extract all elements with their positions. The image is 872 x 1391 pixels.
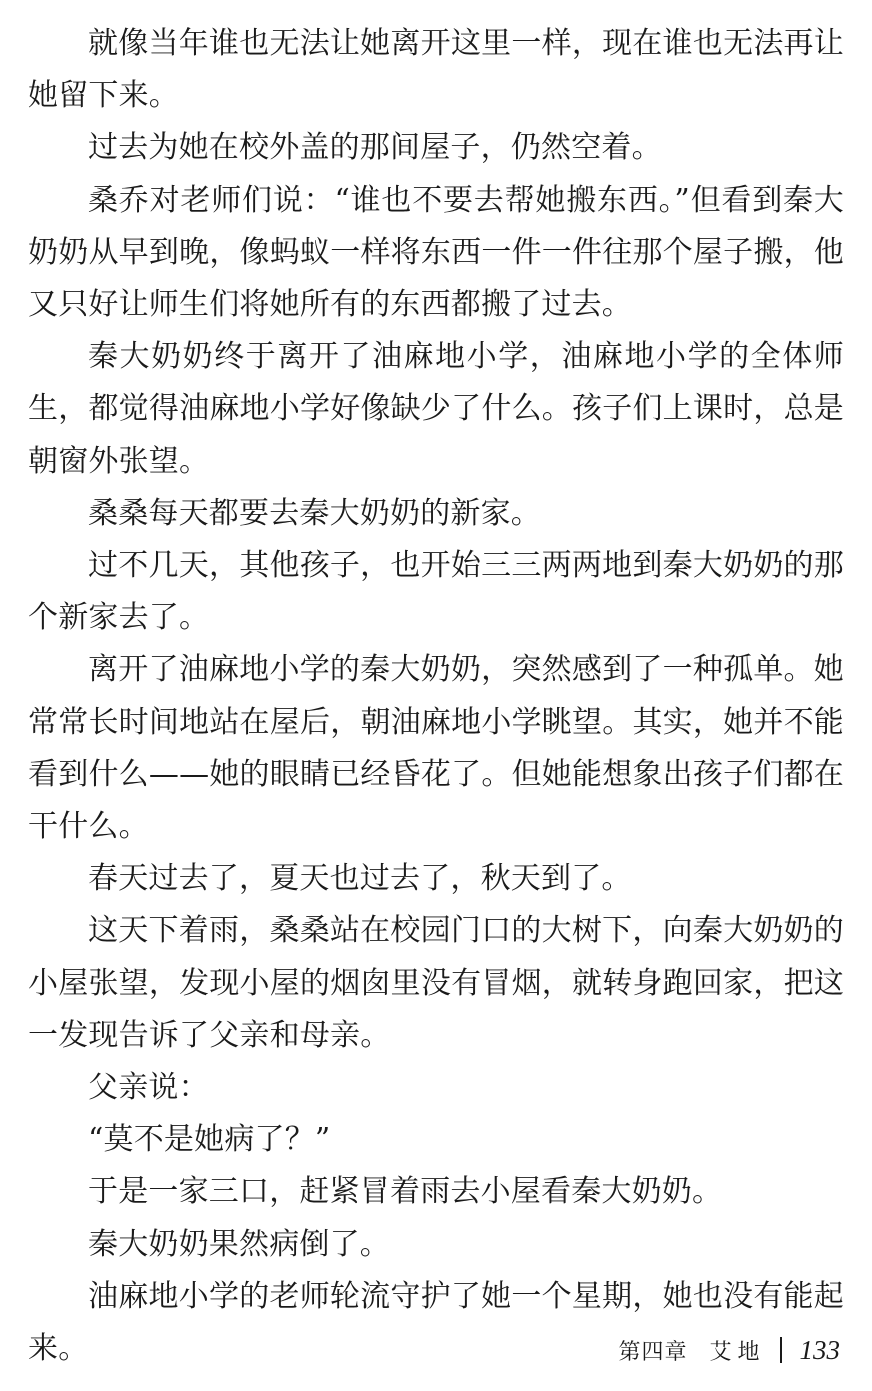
paragraph: 春天过去了，夏天也过去了，秋天到了。 (88, 861, 632, 897)
paragraph: 秦大奶奶果然病倒了。 (88, 1226, 390, 1262)
paragraph: 就像当年谁也无法让她离开这里一样，现在谁也无法再让她留下来。 (28, 26, 844, 114)
paragraph: 秦大奶奶终于离开了油麻地小学，油麻地小学的全体师生，都觉得油麻地小学好像缺少了什么。孩子们上课时，总是朝窗外张望。 (28, 339, 844, 479)
section-label: 艾地 (709, 1339, 766, 1365)
paragraph: 过不几天，其他孩子，也开始三三两两地到秦大奶奶的那个新家去了。 (28, 548, 844, 636)
paragraph: 油麻地小学的老师轮流守护了她一个星期，她也没有能起来。 (28, 1278, 844, 1367)
body-text (28, 18, 844, 1375)
paragraph: 父亲说： (88, 1070, 209, 1106)
page-number: 133 (799, 1334, 840, 1365)
paragraph: 过去为她在校外盖的那间屋子，仍然空着。 (88, 130, 662, 166)
paragraph: 于是一家三口，赶紧冒着雨去小屋看秦大奶奶。 (88, 1174, 723, 1210)
page-footer (618, 1330, 840, 1370)
chapter-label: 第四章 (618, 1339, 688, 1365)
footer-divider (780, 1337, 782, 1363)
paragraph: “莫不是她病了？” (88, 1122, 331, 1158)
paragraph: 桑桑每天都要去秦大奶奶的新家。 (88, 495, 541, 531)
paragraph: 离开了油麻地小学的秦大奶奶，突然感到了一种孤单。她常常长时间地站在屋后，朝油麻地小学眺望。其实，她并不能看到什么——她的眼睛已经昏花了。但她能想象出孩子们都在干什么。 (28, 652, 844, 845)
paragraph: 这天下着雨，桑桑站在校园门口的大树下，向秦大奶奶的小屋张望，发现小屋的烟囱里没有冒烟，就转身跑回家，把这一发现告诉了父亲和母亲。 (28, 913, 844, 1053)
paragraph: 桑乔对老师们说：“谁也不要去帮她搬东西。”但看到秦大奶奶从早到晚，像蚂蚁一样将东西一件一件往那个屋子搬，他又只好让师生们将她所有的东西都搬了过去。 (28, 182, 844, 323)
